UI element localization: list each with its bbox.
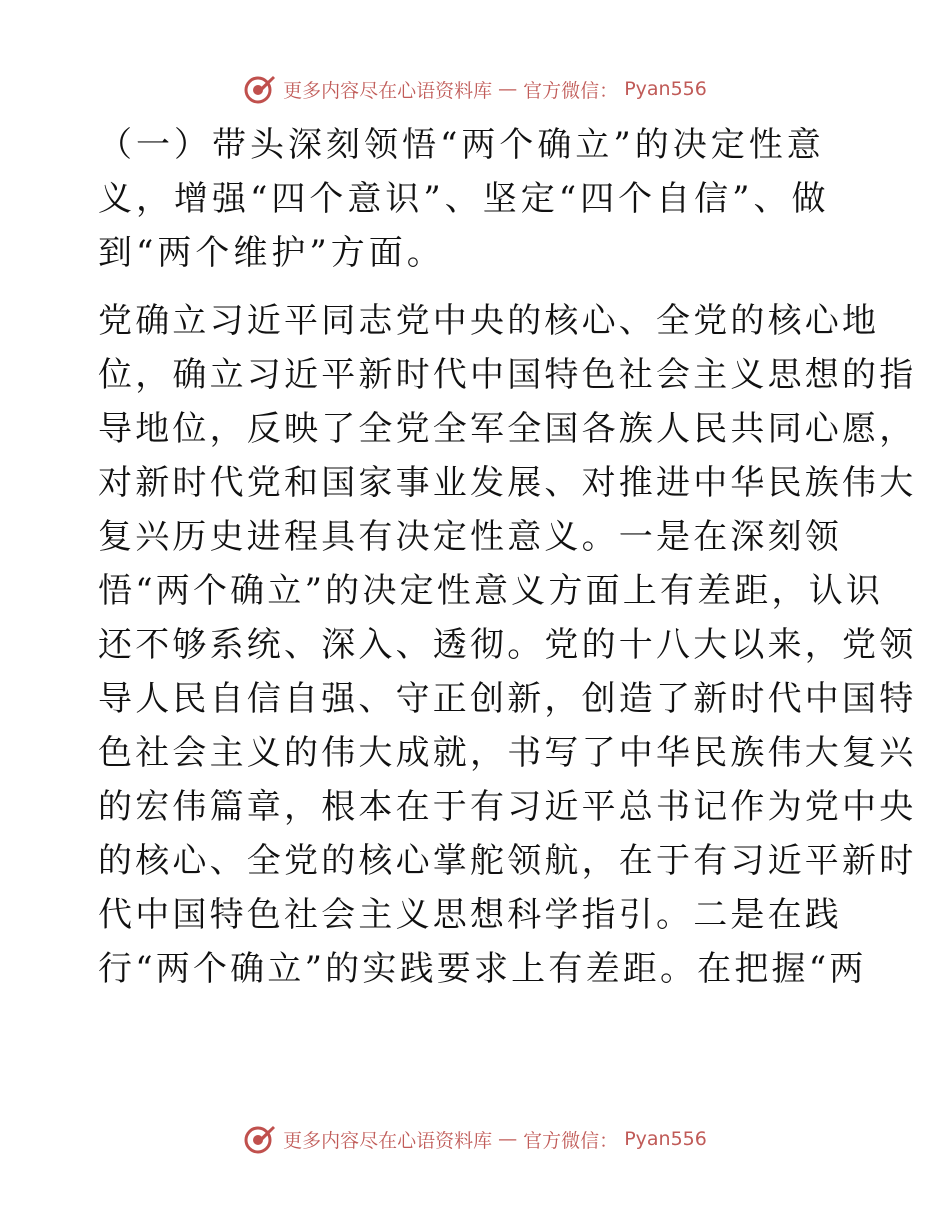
- document-content: [98, 118, 917, 996]
- body-line: 行“两个确立”的实践要求上有差距。在把握“两: [98, 949, 867, 989]
- body-line: 复兴历史进程具有决定性意义。一是在深刻领: [98, 517, 842, 557]
- watermark-site-text: 更多内容尽在心语资料库: [283, 79, 493, 102]
- section-heading: [98, 118, 858, 280]
- pen-logo-icon: [243, 72, 277, 106]
- body-line: 代中国特色社会主义思想科学指引。二是在践: [98, 895, 842, 935]
- header-watermark: [0, 72, 950, 106]
- watermark-site-text: 更多内容尽在心语资料库: [283, 1129, 493, 1152]
- body-line: 党确立习近平同志党中央的核心、全党的核心地: [98, 301, 880, 341]
- body-line: 的宏伟篇章，根本在于有习近平总书记作为党中央: [98, 787, 917, 827]
- body-line: 色社会主义的伟大成就，书写了中华民族伟大复兴: [98, 733, 917, 773]
- body-line: 的核心、全党的核心掌舵领航，在于有习近平新时: [98, 841, 917, 881]
- pen-logo-icon: [243, 1122, 277, 1156]
- heading-line: 到“两个维护”方面。: [98, 233, 445, 273]
- body-paragraph: [98, 294, 917, 996]
- body-line: 位，确立习近平新时代中国特色社会主义思想的指: [98, 355, 917, 395]
- watermark-wechat-id: Pyan556: [624, 1128, 707, 1150]
- watermark-wechat-id: Pyan556: [624, 78, 707, 100]
- watermark-separator: —: [498, 1128, 518, 1150]
- watermark-wechat-label: 官方微信：: [523, 1129, 619, 1152]
- body-line: 悟“两个确立”的决定性意义方面上有差距，认识: [98, 571, 884, 611]
- footer-watermark: [0, 1122, 950, 1156]
- watermark-separator: —: [498, 78, 518, 100]
- heading-line: （一）带头深刻领悟“两个确立”的决定性意: [98, 125, 825, 165]
- body-line: 对新时代党和国家事业发展、对推进中华民族伟大: [98, 463, 917, 503]
- body-line: 还不够系统、深入、透彻。党的十八大以来，党领: [98, 625, 917, 665]
- watermark-wechat-label: 官方微信：: [523, 79, 619, 102]
- body-line: 导地位，反映了全党全军全国各族人民共同心愿，: [98, 409, 917, 449]
- heading-line: 义，增强“四个意识”、坚定“四个自信”、做: [98, 179, 830, 219]
- body-line: 导人民自信自强、守正创新，创造了新时代中国特: [98, 679, 917, 719]
